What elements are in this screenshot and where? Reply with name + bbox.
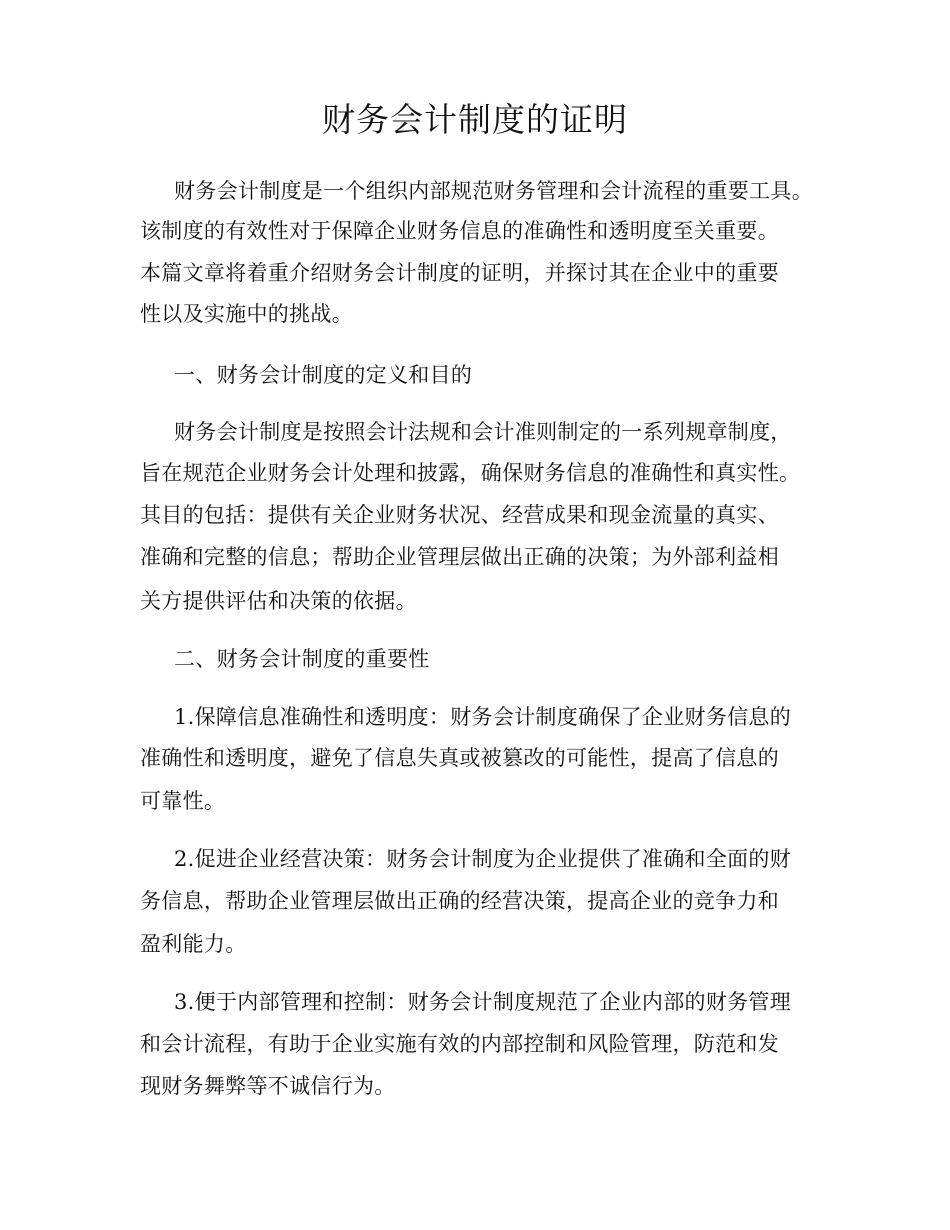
section2-item1-line-2: 准确性和透明度，避免了信息失真或被篡改的可能性，提高了信息的	[140, 746, 779, 770]
section1-heading: 一、财务会计制度的定义和目的	[174, 363, 473, 387]
intro-line-1: 财务会计制度是一个组织内部规范财务管理和会计流程的重要工具。	[174, 179, 813, 203]
section2-item1-line-3: 可靠性。	[140, 789, 226, 813]
section2-item3-line-2: 和会计流程，有助于企业实施有效的内部控制和风险管理，防范和发	[140, 1032, 779, 1056]
section1-line-5: 关方提供评估和决策的依据。	[140, 589, 417, 613]
section2-item2-line-2: 务信息，帮助企业管理层做出正确的经营决策，提高企业的竞争力和	[140, 889, 779, 913]
section2-item3-line-3: 现财务舞弊等不诚信行为。	[140, 1074, 396, 1098]
section2-item1-line-1: 1.保障信息准确性和透明度：财务会计制度确保了企业财务信息的	[174, 705, 792, 729]
section1-line-1: 财务会计制度是按照会计法规和会计准则制定的一系列规章制度，	[174, 420, 792, 444]
section1-line-3: 其目的包括：提供有关企业财务状况、经营成果和现金流量的真实、	[140, 503, 779, 527]
section2-item3-line-1: 3.便于内部管理和控制：财务会计制度规范了企业内部的财务管理	[174, 990, 792, 1014]
section2-item2-line-3: 盈利能力。	[140, 932, 247, 956]
section1-line-2: 旨在规范企业财务会计处理和披露，确保财务信息的准确性和真实性。	[140, 461, 801, 485]
section2-heading: 二、财务会计制度的重要性	[174, 647, 430, 671]
section1-line-4: 准确和完整的信息；帮助企业管理层做出正确的决策；为外部利益相	[140, 545, 779, 569]
intro-line-2: 该制度的有效性对于保障企业财务信息的准确性和透明度至关重要。	[140, 219, 779, 243]
intro-line-3: 本篇文章将着重介绍财务会计制度的证明，并探讨其在企业中的重要	[140, 261, 779, 285]
document-title: 财务会计制度的证明	[322, 100, 628, 139]
section2-item2-line-1: 2.促进企业经营决策：财务会计制度为企业提供了准确和全面的财	[174, 847, 792, 871]
intro-line-4: 性以及实施中的挑战。	[140, 302, 353, 326]
